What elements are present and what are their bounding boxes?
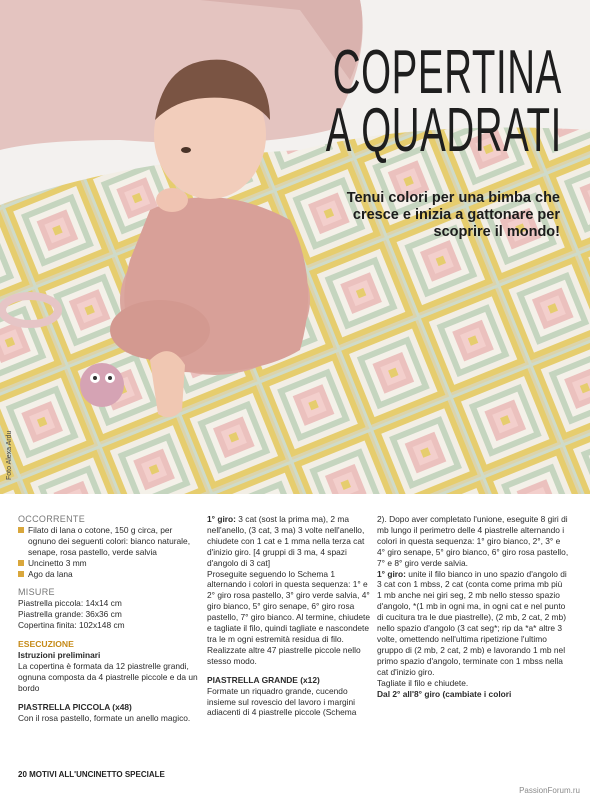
bullet-square-icon (18, 560, 24, 566)
dal-2-8-giro-paragraph: Dal 2° all'8° giro (cambiate i colori (377, 688, 512, 699)
list-item (18, 569, 200, 580)
magazine-name: MOTIVI ALL'UNCINETTO SPECIALE (29, 770, 165, 779)
page-footer (18, 770, 165, 779)
list-item-text: Filato di lana o cotone, 150 g circa, per ognuno dei seguenti colori: bianco naturale, senape, rosa pastello, verde salvia (28, 524, 191, 557)
giro1-label: 1° giro: (207, 514, 236, 524)
misure-line: Copertina finita: 102x148 cm (18, 620, 125, 631)
list-item (18, 525, 200, 558)
column-instructions-2 (377, 514, 569, 699)
giro1-border-paragraph (377, 569, 569, 678)
piastrella-grande-heading: PIASTRELLA GRANDE (x12) (207, 674, 320, 685)
misure-heading: MISURE (18, 587, 55, 598)
piastrella-grande-text: Formate un riquadro grande, cucendo insieme sul rovescio del lavoro i margini adiacenti di 4 piastrelle piccole (Schema (207, 685, 357, 718)
column-instructions-1 (207, 514, 371, 718)
tagliate-paragraph: Tagliate il filo e chiudete. (377, 677, 469, 688)
continuation-paragraph: 2). Dopo aver completato l'unione, eseguite 8 giri di mb lungo il perimetro delle 4 piastrelle alternando i colori in questa sequenza: 1° giro bianco, 2°, 3° e 4° giro senape, 5° giro bianco, 6° giro rosa pastello, 7° e 8° giro verde salvia. (377, 514, 569, 568)
list-item-text: Uncinetto 3 mm (28, 557, 87, 568)
article-title (325, 38, 562, 165)
misure-line: Piastrella piccola: 14x14 cm (18, 598, 122, 609)
giro1-border-label: 1° giro: (377, 568, 406, 579)
piastrella-piccola-text: Con il rosa pastello, formate un anello magico. (18, 712, 191, 723)
title-line-2: A QUADRATI (325, 96, 562, 165)
list-item-text: Ago da lana (28, 568, 73, 579)
realizzate-paragraph: Realizzate altre 47 piastrelle piccole nello stesso modo. (207, 644, 361, 666)
istruzioni-heading: Istruzioni preliminari (18, 649, 101, 660)
photo-credit: Foto Alexa Ardu (6, 430, 13, 480)
article-subtitle: Tenui colori per una bimba che cresce e inizia a gattonare per scoprire il mondo! (346, 190, 560, 240)
site-watermark: PassionForum.ru (519, 786, 580, 795)
misure-line: Piastrella grande: 36x36 cm (18, 609, 122, 620)
title-line-1: COPERTINA (332, 38, 562, 107)
bullet-square-icon (18, 571, 24, 577)
istruzioni-text: La copertina è formata da 12 piastrelle grandi, ognuna composta da 4 piastrelle piccole e da un bordo (18, 660, 198, 693)
piastrella-piccola-heading: PIASTRELLA PICCOLA (x48) (18, 701, 132, 712)
occorrente-heading: OCCORRENTE (18, 514, 86, 524)
proseguite-paragraph: Proseguite seguendo lo Schema 1 alternando i colori in questa sequenza: 1° e 2° giro rosa pastello, 3° giro verde salvia, 4° giro bianco, 5° giro senape, 6° giro rosa pastello, 7° giro bianco. Al termine, chiudete e tagliate il filo, quindi tagliate e nascondete tra le m ogni estremità residua di filo. (207, 568, 371, 644)
column-materials (18, 514, 200, 723)
bullet-square-icon (18, 527, 24, 533)
giro1-text: 3 cat (sost la prima ma), 2 ma nell'anello, (3 cat, 3 ma) 3 volte nell'anello, chiudete con 1 cat e 1 mma nella terza cat d'inizio giro. [4 gruppi di 3 ma, 4 spazi d'angolo di 3 cat] (207, 514, 365, 568)
list-item (18, 558, 200, 569)
page-number: 20 (18, 770, 27, 779)
giro1-paragraph (207, 514, 371, 569)
giro1-border-text: unite il filo bianco in uno spazio d'angolo di 3 cat con 1 mbss, 2 cat (conta come prima mb più 1 mb anche nei giri seg, 2 mb nello stesso spazio d'angolo, *(1 mb in ogni ma, in ogni cat e nel punto di cucitura tra le due piastrelle), (2 mb, 2 cat, 2 mb) nello spazio d'angolo (3 cat seg*; rip da *a* altre 3 volte, omettendo nell'ultima ripetizione l'ultimo gruppo di (2 mb, 2 cat, 2 mb) e lavorando 1 mb nel primo spazio d'angolo, terminate con 1 mbss nella cat d'inizio giro. (377, 568, 567, 677)
esecuzione-heading: ESECUZIONE (18, 639, 74, 650)
